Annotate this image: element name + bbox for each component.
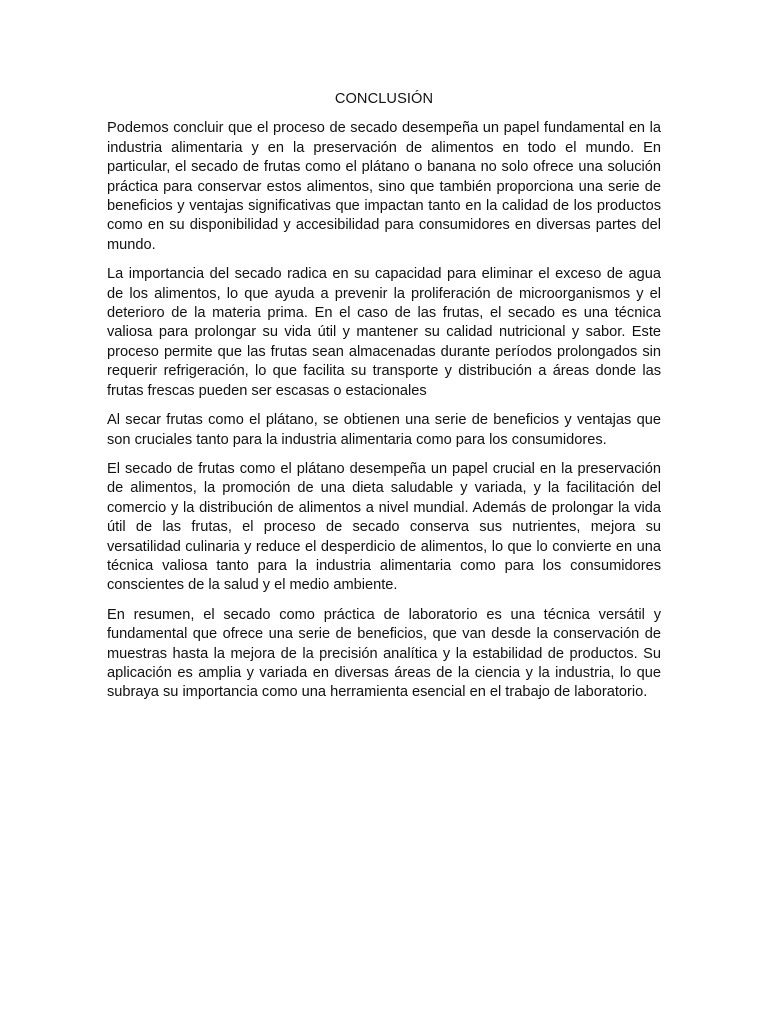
paragraph-role: El secado de frutas como el plátano desempeña un papel crucial en la preservación de alimentos, la promoción de una dieta saludable y variada, y la facilitación del comercio y la distribución de alimentos a nivel mundial. Además de prolongar la vida útil de las frutas, el proceso de secado conserva sus nutrientes, mejora su versatilidad culinaria y reduce el desperdicio de alimentos, lo que lo convierte en una técnica valiosa tanto para la industria alimentaria como para los consumidores conscientes de la salud y el medio ambiente. xyxy=(107,460,661,594)
paragraph-intro: Podemos concluir que el proceso de secado desempeña un papel fundamental en la industria alimentaria y en la preservación de alimentos en todo el mundo. En particular, el secado de frutas como el plátano o banana no solo ofrece una solución práctica para conservar estos alimentos, sino que también proporciona una serie de beneficios y ventajas significativas que impactan tanto en la calidad de los productos como en su disponibilidad y accesibilidad para consumidores en diversas partes del mundo. xyxy=(107,120,661,253)
document-title: CONCLUSIÓN xyxy=(334,91,434,107)
paragraph-importance: La importancia del secado radica en su capacidad para eliminar el exceso de agua de los alimentos, lo que ayuda a prevenir la proliferación de microorganismos y el deterioro de la materia prima. En el caso de las frutas, el secado es una técnica valiosa para prolongar su vida útil y mantener su calidad nutricional y sabor. Este proceso permite que las frutas sean almacenadas durante períodos prolongados sin requerir refrigeración, lo que facilita su transporte y distribución a áreas donde las frutas frescas pueden ser escasas o estacionales xyxy=(107,266,661,399)
paragraph-summary: En resumen, el secado como práctica de laboratorio es una técnica versátil y fundamental que ofrece una serie de beneficios, que van desde la conservación de muestras hasta la mejora de la precisión analítica y la estabilidad de productos. Su aplicación es amplia y variada en diversas áreas de la ciencia y la industria, lo que subraya su importancia como una herramienta esencial en el trabajo de laboratorio. xyxy=(107,606,661,701)
paragraph-benefits: Al secar frutas como el plátano, se obtienen una serie de beneficios y ventajas que son cruciales tanto para la industria alimentaria como para los consumidores. xyxy=(107,412,661,448)
document-body xyxy=(107,90,661,713)
